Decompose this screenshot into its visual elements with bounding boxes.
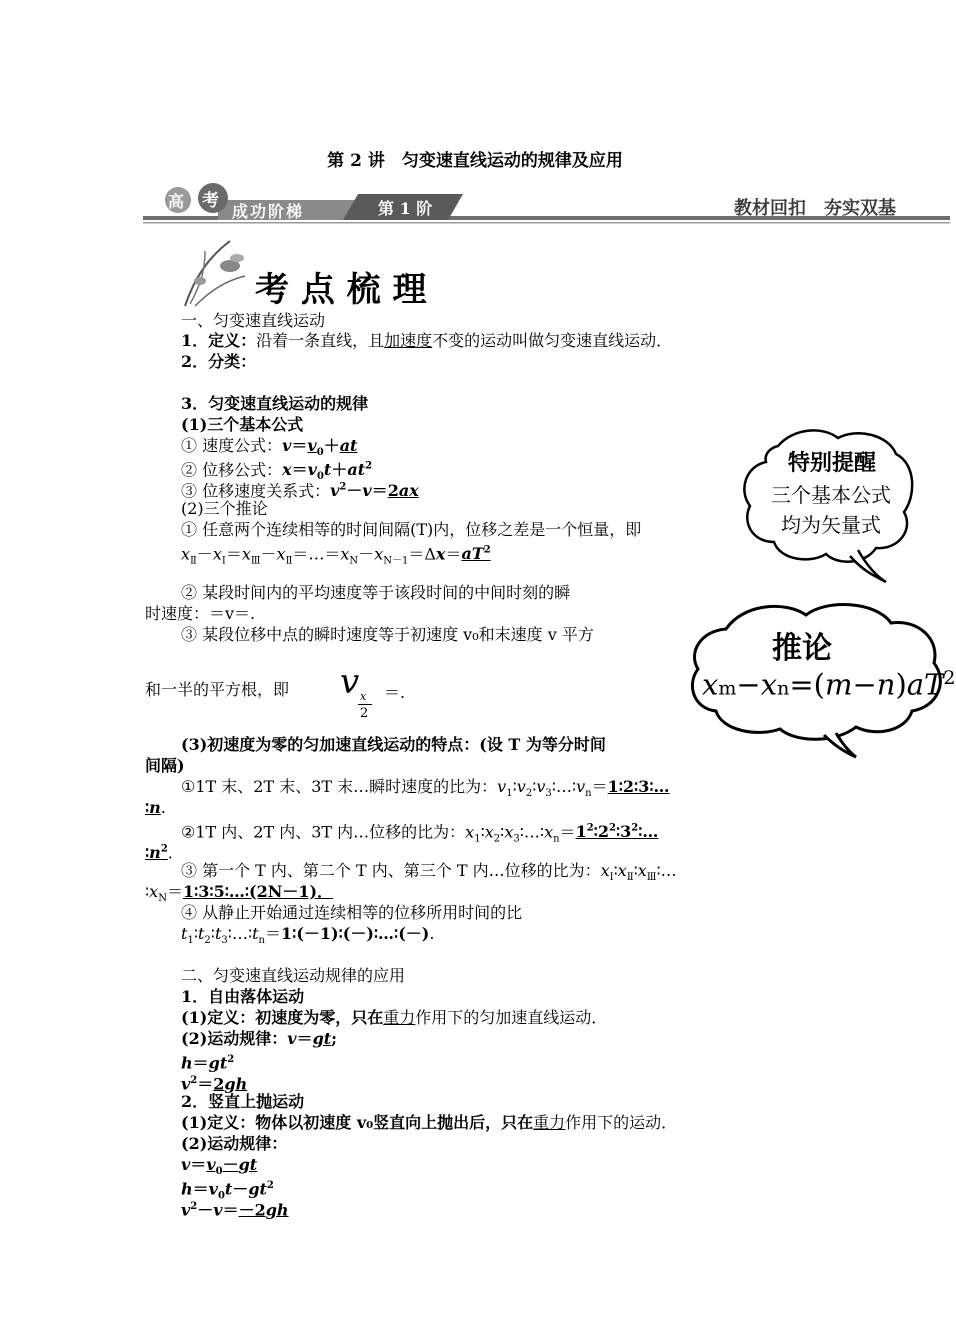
definition-line: 1．定义：沿着一条直线，且加速度不变的运动叫做匀变速直线运动． [181,331,673,350]
displacement-formula: ② 位移公式：$x=v_0t+at^2$ [181,460,373,483]
inference-2a: ② 某段时间内的平均速度等于该段时间的中间时刻的瞬 [181,583,571,602]
ratio-2: ②1T 内、2T 内、3T 内…位移的比为：$x_1∶x_2∶x_3∶\dots∶x_n=1^2∶2^2∶3^2∶\dots$ [181,822,659,845]
v-half-symbol: v [340,662,360,702]
banner-right: 教材回扣 夯实双基 [734,198,896,219]
callout-1-title: 特别提醒 [787,451,876,476]
callout-1-line2: 均为矢量式 [781,513,881,537]
orchid-decoration-icon [175,236,255,311]
fraction-bar [358,704,372,705]
v-half-subscript: x [360,690,367,703]
free-fall-h: $h=gt^2$ [181,1053,235,1073]
banner-gao: 高 [168,192,185,211]
inferences-heading: (2)三个推论 [181,499,268,518]
vertical-throw-v2: $v^2-v=-2gh$ [181,1200,289,1220]
zero-initial-heading-cont: 间隔) [145,756,185,775]
inference-2b: 时速度：＝v＝. [145,604,256,623]
free-fall-heading: 1．自由落体运动 [181,987,305,1006]
ratio-1: ①1T 末、2T 末、3T 末…瞬时速度的比为：$v_1∶v_2∶v_3∶\dots∶v_n=1∶2∶3∶\dots$ [181,777,670,800]
vertical-throw-v: $v=v_0-gt$ [181,1155,258,1178]
callout-2-formula: $xm-xn=(m-n)aT^2$ [702,667,956,702]
velocity-displacement-formula: ③ 位移速度关系式：$v^2-v=2ax$ [181,481,419,501]
basic-formulas-heading: (1)三个基本公式 [181,415,304,434]
ratio-3-cont: $∶x_N=1∶3∶5∶\dots∶(2N-1)$． [145,882,334,905]
free-fall-v2: $v^2=2gh$ [181,1074,248,1094]
ratio-1-cont: ∶n. [145,798,166,817]
inference-3b: 和一半的平方根，即 [145,680,290,699]
zero-initial-heading: (3)初速度为零的匀加速直线运动的特点：(设 T 为等分时间 [181,735,606,754]
vertical-throw-h: $h=v_0t-gt^2$ [181,1179,274,1202]
inference-3a: ③ 某段位移中点的瞬时速度等于初速度 v₀和末速度 v 平方 [181,625,594,644]
classification-line: 2．分类： [181,352,257,371]
banner-ladder: 成功阶梯 [232,202,305,221]
free-fall-law: (2)运动规律：v＝gt; [181,1029,338,1048]
inference-1: ① 任意两个连续相等的时间间隔(T)内，位移之差是一个恒量，即 [181,520,642,539]
banner-kao: 考 [202,191,219,211]
velocity-formula: ① 速度公式：$v=v_0+at$ [181,436,358,459]
vertical-throw-definition: (1)定义：物体以初速度 v₀竖直向上抛出后，只在重力作用下的运动． [181,1113,678,1132]
section-1-heading: 一、匀变速直线运动 [181,311,326,330]
law-heading: 3．匀变速直线运动的规律 [181,394,369,413]
ratio-2-cont: $∶n^2$. [145,843,173,863]
inference-1-formula: $x_Ⅱ-x_Ⅰ=x_Ⅲ-x_Ⅱ=\dots=x_N-x_{N-1}=\Delta x=aT^2$ [181,544,491,567]
free-fall-definition: (1)定义：初速度为零，只在重力作用下的匀加速直线运动． [181,1008,608,1027]
section-header: 考 点 梳 理 [255,270,427,310]
inference-3c: ＝. [384,683,406,702]
ratio-4b: $t_1∶t_2∶t_3∶\dots∶t_n=1∶(-1)∶(-)∶\dots∶(-)$. [181,924,435,947]
callout-2-title: 推论 [772,631,832,666]
page-title: 第 2 讲 匀变速直线运动的规律及应用 [327,151,623,171]
v-half-denominator: 2 [360,706,369,721]
callout-1-line1: 三个基本公式 [771,483,891,507]
vertical-throw-law: (2)运动规律： [181,1134,288,1153]
banner-step: 第 1 阶 [378,199,433,218]
ratio-3: ③ 第一个 T 内、第二个 T 内、第三个 T 内…位移的比为：$x_Ⅰ∶x_Ⅱ∶x_Ⅲ∶\dots$ [181,861,677,884]
section-2-heading: 二、匀变速直线运动规律的应用 [181,966,406,985]
vertical-throw-heading: 2．竖直上抛运动 [181,1092,305,1111]
ratio-4a: ④ 从静止开始通过连续相等的位移所用时间的比 [181,903,523,922]
